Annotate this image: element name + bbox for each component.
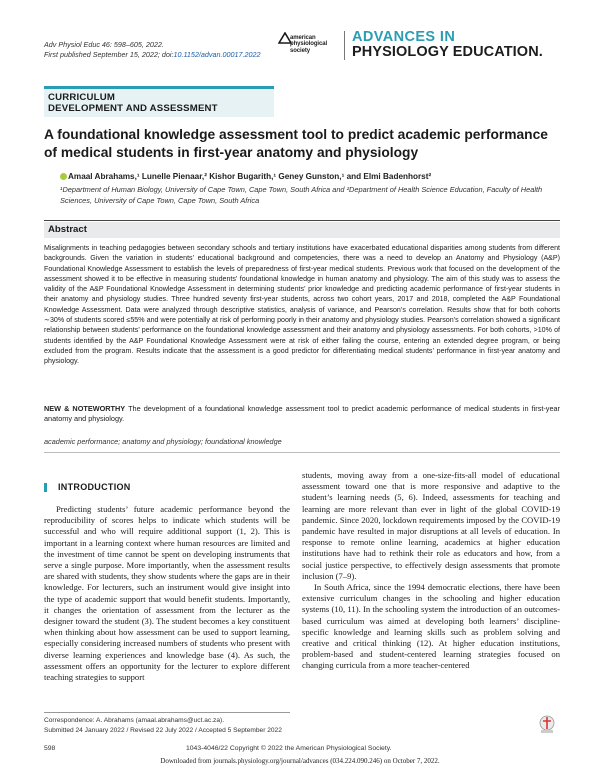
submission-dates: Submitted 24 January 2022 / Revised 22 July 2022 / Accepted 5 September 2022 [44,726,282,734]
doi-link[interactable]: 10.1152/advan.00017.2022 [173,50,261,59]
body-column-left: Predicting students’ future academic performance beyond the reproducibility of scores helps to indicate which students will be successful and who will require additional support (1, 2). This is important in a learning context where human resources are limited and the investment of time cannot be spent on developing instruments that serve a single purpose. More importantly, when the assessment results are shared with students, they show students where the gaps are in their knowledge. For lecturers, such an instrument would give insight into the type of academic support that would benefit students. Importantly, it changes the orientation of assessment from the lecturer as the designer toward the student (3). The student becomes a key constituent when thinking about how assessment can be used to support learning, especially considering increased numbers of students who present with diverse learning experiences and knowledge base (4). As such, the assessment offers an opportunity for the lecturer to explore different teaching strategies to support [44,504,290,683]
orcid-icon[interactable] [60,173,67,180]
copyright: 1043-4046/22 Copyright © 2022 the American Physiological Society. [186,745,392,752]
section-label [44,86,274,117]
journal-divider [344,31,345,60]
journal-title [352,30,543,60]
abstract-heading: Abstract [48,224,87,235]
section-label-line2: DEVELOPMENT AND ASSESSMENT [48,103,218,114]
authors [60,172,431,181]
section-marker [44,483,47,492]
section-label-line1: CURRICULUM [48,92,116,103]
footnote-divider [44,712,290,713]
journal-title-line1: ADVANCES IN [352,29,456,45]
citation: Adv Physiol Educ 46: 598–605, 2022. [44,40,164,49]
introduction-header [44,481,290,495]
body-column-right [302,470,560,672]
citation-block [44,40,260,60]
keywords: academic performance; anatomy and physiology; foundational knowledge [44,437,282,446]
society-logo-text: american physiological society [290,35,328,54]
new-noteworthy-label: NEW & NOTEWORTHY [44,404,126,413]
journal-title-line2: PHYSIOLOGY EDUCATION. [352,44,543,60]
download-notice: Downloaded from journals.physiology.org/journal/advances (034.224.090.246) on October 7, 2022. [160,757,440,765]
abstract-header [44,222,560,238]
aps-logo [274,30,338,66]
new-noteworthy [44,404,560,425]
footnotes [44,716,282,736]
keywords-divider [44,452,560,453]
new-noteworthy-text: The development of a foundational knowledge assessment tool to predict academic performance of medical students in first-year anatomy and physiology. [44,404,560,424]
abstract-text: Misalignments in teaching pedagogies between secondary schools and tertiary institutions have exacerbated educational disparities among students from different backgrounds. Given the variation in students’ educational background and competencies, there was a need to develop an Anatomy and Physiology (A&P) Foundational Knowledge Assessment to establish the levels of preparedness of first-year medical students. Previous work that focused on the development of the assessment showed it to be effective in measuring students’ foundational knowledge in human anatomy and physiology. The aim of this study was to assess the validity of the A&P Foundational Knowledge Assessment in determining students’ prior knowledge and predicting academic performance of first-year students in their anatomy and physiology studies. Three hundred seventy first-year students, across two cohort years, 2017 and 2018, completed the A&P Foundational Knowledge Assessment. Data were analyzed through descriptive statistics, analysis of variance, and Pearson’s correlation. Results show that for both cohorts ∼30% of students scored ≤55% and were potentially at risk of performing poorly in their anatomy and physiology studies. Pearson’s correlation showed a significant relationship between students’ performance on the foundational knowledge assessment and their anatomy and physiology assessments. For both cohorts, >10% of students identified by the A&P Foundational Knowledge Assessment were at risk of either failing the course, entering an extended degree program, or being excluded from the program. Results indicate that the assessment is a good predictor for differentiating medical students’ performance in first-year anatomy and physiology. [44,244,560,366]
crossmark-icon[interactable] [538,715,556,735]
affiliations: ¹Department of Human Biology, University of Cape Town, Cape Town, South Africa and ²Department of Health Science Education, Faculty of Health Sciences, University of Cape Town, Cape Town, South Africa [60,185,543,205]
correspondence: Correspondence: A. Abrahams (amaal.abrahams@uct.ac.za). [44,717,225,724]
article-title: A foundational knowledge assessment tool to predict academic performance of medical students in first-year anatomy and physiology [44,127,548,160]
body-paragraph: students, moving away from a one-size-fits-all model of educational assessment toward one that is more responsive and adaptive to the student’s learning needs (5, 6). Indeed, assessments for teaching and learning are more relevant than ever in light of the global COVID-19 pandemic. Since 2020, lockdown requirements imposed by the COVID-19 pandemic have resulted in major disruptions at all levels of education. In response to remote online learning, academics at higher education institutions have had to rethink their role as educators and how, from a social justice perspective, to effectively design assessments that promote inclusion (7–9). [302,470,560,581]
first-published: First published September 15, 2022; doi:10.1152/advan.00017.2022 [44,50,261,59]
page-number: 598 [44,745,56,752]
body-paragraph: In South Africa, since the 1994 democratic elections, there have been extensive curriculum changes in the schooling and higher education systems (10, 11). In the schooling system the introduction of an outcomes-based curriculum was aimed at developing both learners’ discipline-specific knowledge and learning skills such as problem solving and creative and critical thinking (12). At higher education institutions, problem-based and student-centered learning strategies focused on changing curricula from a more teacher-centered [302,582,560,671]
introduction-heading: INTRODUCTION [58,482,131,492]
author-list: Amaal Abrahams,¹ Lunelle Pienaar,² Kishor Bugarith,¹ Geney Gunston,¹ and Elmi Badenhorst² [68,172,432,181]
